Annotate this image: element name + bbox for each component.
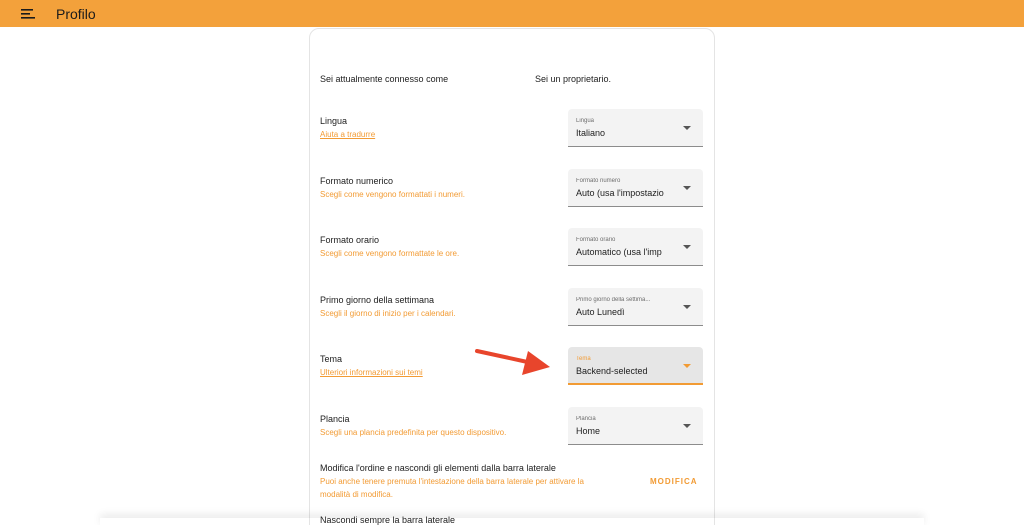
number-format-select[interactable]	[568, 169, 703, 207]
sidebar-order-description-line2: modalità di modifica.	[320, 490, 393, 499]
number-format-label: Formato numerico	[320, 176, 394, 186]
chevron-down-icon	[683, 126, 691, 130]
dashboard-description: Scegli una plancia predefinita per questo dispositivo.	[320, 428, 507, 437]
sidebar-order-label: Modifica l'ordine e nascondi gli elementi dalla barra laterale	[320, 463, 556, 473]
dashboard-label: Plancia	[320, 414, 350, 424]
chevron-down-icon	[683, 364, 691, 368]
language-select-value: Italiano	[576, 128, 606, 138]
theme-select-label: Tema	[576, 356, 591, 362]
top-app-bar	[0, 0, 1024, 27]
first-weekday-select-value: Auto Lunedì	[576, 307, 625, 317]
theme-select-value: Backend-selected	[576, 366, 648, 376]
menu-icon	[21, 9, 35, 19]
help-translate-link[interactable]: Aiuta a tradurre	[320, 130, 376, 139]
owner-text: Sei un proprietario.	[535, 74, 612, 84]
language-select[interactable]	[568, 109, 703, 147]
time-format-select-label: Formato orario	[576, 237, 616, 243]
profile-card	[309, 28, 715, 525]
connected-as-text: Sei attualmente connesso come	[320, 74, 449, 84]
language-label: Lingua	[320, 116, 348, 126]
theme-select[interactable]	[568, 347, 703, 385]
chevron-down-icon	[683, 186, 691, 190]
bottom-shadow	[100, 518, 924, 525]
chevron-down-icon	[683, 305, 691, 309]
dashboard-select[interactable]	[568, 407, 703, 445]
first-weekday-label: Primo giorno della settimana	[320, 295, 435, 305]
annotation-arrow-icon	[470, 345, 555, 377]
chevron-down-icon	[683, 424, 691, 428]
number-format-select-value: Auto (usa l'impostazio	[576, 188, 664, 198]
first-weekday-select[interactable]	[568, 288, 703, 326]
number-format-select-label: Formato numero	[576, 178, 621, 184]
time-format-label: Formato orario	[320, 235, 380, 245]
number-format-description: Scegli come vengono formattati i numeri.	[320, 190, 465, 199]
menu-button[interactable]	[0, 0, 56, 27]
page-title: Profilo	[56, 5, 96, 22]
first-weekday-select-label: Primo giorno della settima...	[576, 297, 651, 303]
first-weekday-description: Scegli il giorno di inizio per i calendari.	[320, 309, 456, 318]
hide-sidebar-label: Nascondi sempre la barra laterale	[320, 515, 456, 525]
chevron-down-icon	[683, 245, 691, 249]
dashboard-select-value: Home	[576, 426, 601, 436]
edit-sidebar-button[interactable]: MODIFICA	[650, 477, 698, 486]
theme-label: Tema	[320, 354, 343, 364]
time-format-select-value: Automatico (usa l'imp	[576, 247, 662, 257]
time-format-description: Scegli come vengono formattate le ore.	[320, 249, 460, 258]
theme-info-link[interactable]: Ulteriori informazioni sui temi	[320, 368, 423, 377]
sidebar-order-description-line1: Puoi anche tenere premuta l'intestazione della barra laterale per attivare la	[320, 477, 584, 486]
dashboard-select-label: Plancia	[576, 416, 596, 422]
language-select-label: Lingua	[576, 118, 595, 124]
time-format-select[interactable]	[568, 228, 703, 266]
